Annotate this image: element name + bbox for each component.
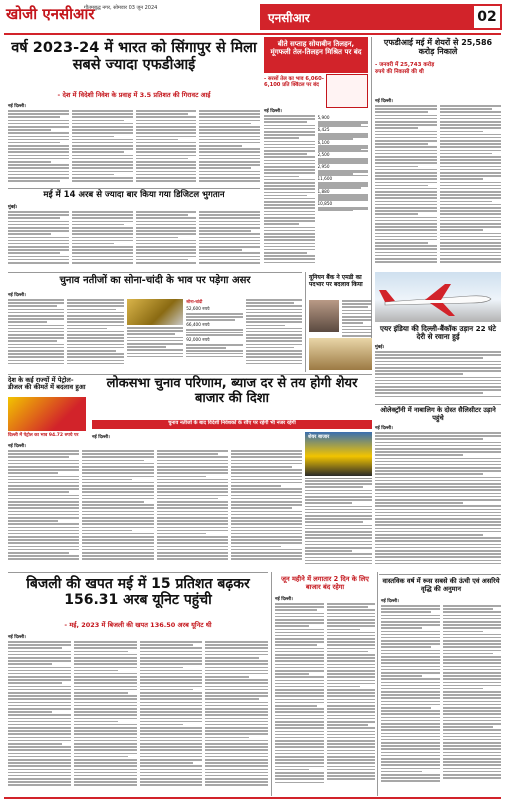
air-india-photo [375,272,501,322]
bank-building-photo [309,338,372,370]
fd-subhead: - जनवरी में 25,743 करोड़ रुपये की निकासी की थी [375,62,435,75]
petrol-headline[interactable]: देश के कई राज्यों में पेट्रोल-डीजल की कीमतें में बदलाव हुआ [8,376,86,392]
oil-byline: नई दिल्ली। [264,109,282,114]
rbi-headline[interactable]: वास्तविक वर्ष में रूस सबसे की ऊंची एवं असरिये वृद्धि की अनुमान [382,577,500,593]
fd-byline: नई दिल्ली। [375,99,393,104]
body-column [8,211,69,269]
air-india-byline: मुंबई। [375,345,385,350]
fd-body [375,105,501,269]
upi-body [8,211,260,269]
body-column [136,211,197,269]
oil-price: 2,950 [317,164,330,169]
column-rule [271,572,272,796]
power-deck: - मई, 2023 में बिजली की खपत 136.50 अरब यूनिट थी [64,621,212,629]
gold-body [8,299,302,371]
section-label: एनसीआर [268,11,310,25]
body-column [157,450,228,568]
power-byline: नई दिल्ली। [8,635,26,640]
body-column [305,480,372,568]
gold-stat: 52,600 रुपये [186,306,210,312]
body-column [231,450,302,568]
masthead [0,0,505,34]
body-column [72,110,133,186]
body-column [381,605,440,795]
oil-price: 6,100 [317,139,330,145]
olectra-headline[interactable]: ओलेक्ट्रॉनी में नाबालिग के दोस्त सैलिसीटर उड़ाने पहुंचे [380,406,496,422]
union-bank-photo [309,300,339,332]
gst-body [275,603,375,795]
petrol-body [8,450,302,568]
fd-headline[interactable]: एफडीआई मई में शेयरों से 25,586 करोड़ निकाले [383,38,493,57]
divider [305,478,372,479]
petrol-subhead: दिल्ली में पेट्रोल का भाव 94.72 रुपये पर [8,433,79,438]
body-column [72,211,133,269]
oil-price: 11,600 [317,176,333,182]
footer-rule [4,797,501,799]
body-column [8,299,64,371]
body-column [8,110,69,186]
gold-headline[interactable]: चुनाव नतीजों का सोना-चांदी के भाव पर पड़ेगा असर [59,275,251,286]
body-column [375,432,501,572]
oil-price: 10,850 [317,200,333,206]
body-column [246,299,302,371]
rbi-byline: नई दिल्ली। [381,599,399,604]
upi-byline: मुंबई। [8,205,18,210]
power-body [8,641,268,795]
body-column [186,299,242,371]
body-column [127,299,183,371]
lead-byline: नई दिल्ली। [8,104,26,109]
body-column [275,603,324,795]
divider [8,374,372,375]
oil-headline[interactable]: बीते सप्ताह सोयाबीन तिलहन, मूंगफली तेल-तिलहन मिश्रित पर बंद [270,40,362,57]
body-column [74,641,137,795]
oil-graphic [326,74,368,108]
oil-price: 6,425 [317,127,330,133]
oil-subhead: - सरसों तेल का भाव 6,060-6,100 प्रति क्विंटल पर बंद [264,76,324,89]
market-photo [305,432,372,476]
divider [8,188,260,189]
oil-price: 2,500 [317,151,330,157]
body-column [318,115,369,269]
market-headline[interactable]: लोकसभा चुनाव परिणाम, ब्याज दर से तय होगी शेयर बाजार की दिशा [106,376,358,406]
divider [8,572,268,573]
body-column [199,211,260,269]
market-deck: चुनाव नतीजों के बाद विदेशी निवेशकों के रवैए पर रहेगी भी नजर रहेगी [92,420,372,429]
oil-headline-box [264,37,368,73]
gst-byline: नई दिल्ली। [275,597,293,602]
lead-headline[interactable]: वर्ष 2023-24 में भारत को सिंगापुर से मिला सबसे ज्यादा एफडीआई [11,40,257,73]
page-number: 02 [472,4,502,30]
petrol-photo [8,397,86,431]
oil-price: 1,880 [317,188,330,194]
divider [379,574,501,575]
rbi-body [381,605,501,795]
body-column [136,110,197,186]
gold-subhead: सोना-चांदी [186,299,203,304]
masthead-rule [4,33,501,35]
body-column [327,603,376,795]
oil-body [264,115,368,269]
body-column [199,110,260,186]
olectra-body [375,432,501,572]
body-column [82,450,153,568]
body-column [443,605,502,795]
airplane-icon [375,272,501,322]
power-headline[interactable]: बिजली की खपत मई में 15 प्रतिशत बढ़कर 156.31 अरब यूनिट पहुंची [26,576,250,609]
upi-headline[interactable]: मई में 14 अरब से ज्यादा बार किया गया डिजिटल भुगतान [43,190,225,200]
oil-price: 5,900 [317,115,330,120]
body-column [205,641,268,795]
air-india-body [375,351,501,401]
body-column [8,450,79,568]
gold-byline: नई दिल्ली। [8,293,26,298]
market-photo-caption: शेयर बाजार [308,434,330,440]
column-rule [305,272,306,372]
gold-stat: 92,000 रुपये [186,337,210,343]
date-line: गौतमबुद्ध नगर, सोमवार 03 जून 2024 [84,5,158,11]
lead-body [8,110,260,186]
divider [375,404,501,405]
body-column [264,115,315,269]
body-column [440,105,502,269]
gold-stat: 66,400 रुपये [186,321,210,327]
market-body-right [305,480,372,568]
body-column [140,641,203,795]
column-rule [377,572,378,796]
brand-logo: खोजी एनसीआर [6,5,95,23]
body-column [375,351,501,401]
market-byline: नई दिल्ली। [92,435,110,440]
union-bank-headline[interactable]: यूनियन बैंक ने एमडी का पदभार पर बदलाव किया [309,274,363,288]
divider [8,272,302,273]
gold-photo [127,299,183,325]
body-column [8,641,71,795]
body-column [67,299,123,371]
body-column [375,105,437,269]
gst-headline[interactable]: जून महीने में लगातार 2 दिन के लिए बाजार बंद रहेगा [281,575,369,591]
lead-deck: - देश में विदेशी निवेश के प्रवाह में 3.5 प्रतिशत की गिरावट आई [57,91,211,99]
air-india-headline[interactable]: एयर इंडिया की दिल्ली-बैंकॉक उड़ान 22 घंटे देरी से रवाना हुई [380,324,496,342]
olectra-byline: नई दिल्ली। [375,426,393,431]
petrol-byline: नई दिल्ली। [8,444,26,449]
